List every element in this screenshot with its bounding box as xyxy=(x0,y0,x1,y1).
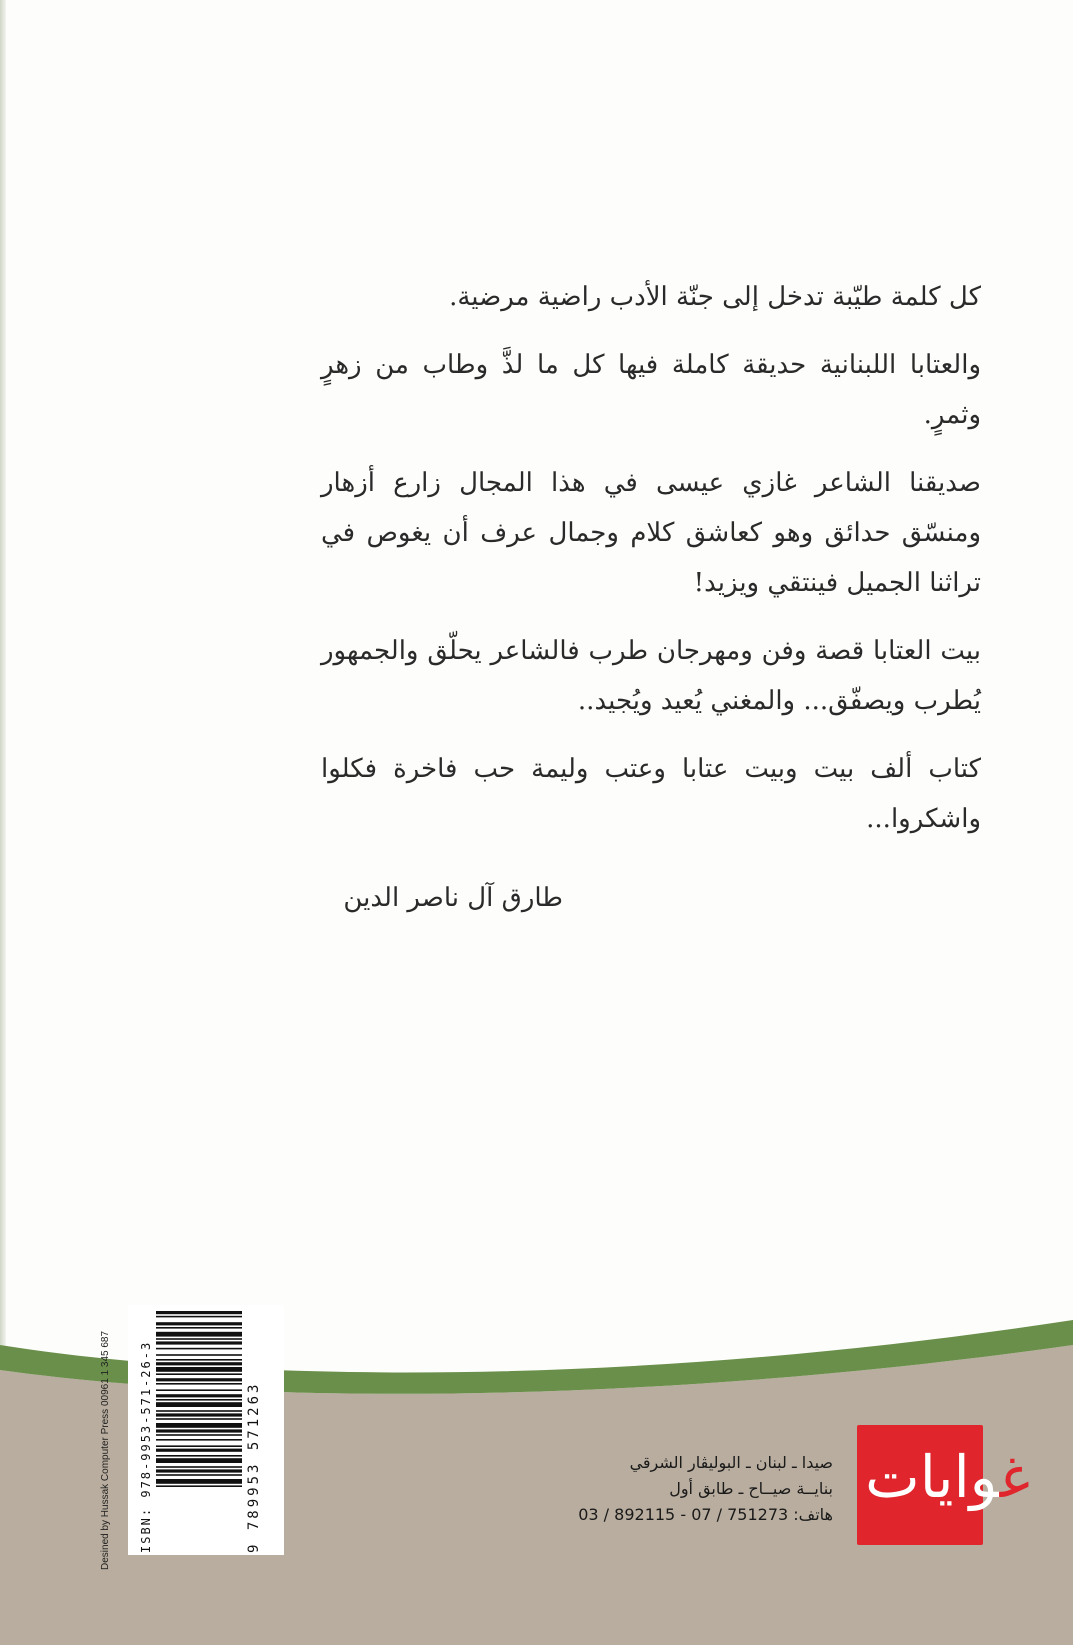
barcode-bar xyxy=(156,1399,242,1401)
barcode-bar xyxy=(156,1394,242,1397)
barcode-bar xyxy=(156,1423,242,1428)
barcode-bar xyxy=(156,1474,242,1476)
barcode-bar xyxy=(156,1373,242,1375)
barcode-bar xyxy=(156,1311,242,1314)
address-line-1: صيدا ـ لبنان ـ البوليڤار الشرقي xyxy=(629,1453,833,1472)
barcode-bar xyxy=(156,1354,242,1356)
barcode-bar xyxy=(156,1439,242,1441)
barcode-bar xyxy=(156,1332,242,1337)
barcode-bar xyxy=(156,1327,242,1329)
blurb-paragraph-1: كل كلمة طيّبة تدخل إلى جنّة الأدب راضية مرضية. xyxy=(449,282,981,312)
barcode-bar xyxy=(156,1469,242,1472)
barcode-bar xyxy=(156,1410,242,1412)
publisher-address xyxy=(578,1450,833,1528)
barcode-bar xyxy=(156,1429,242,1432)
publisher-phone: هاتف: 751273 / 07 - 892115 / 03 xyxy=(578,1505,833,1524)
isbn-label: ISBN: 978-9953-571-26-3 xyxy=(139,1340,153,1553)
barcode-bar xyxy=(156,1418,242,1420)
barcode-bar xyxy=(156,1378,242,1381)
publisher-logo-text xyxy=(850,1442,1030,1512)
blurb-paragraph-3: صديقنا الشاعر غازي عيسى في هذا المجال زارع أزهار ومنسّق حدائق وهو كعاشق كلام وجمال عرف أن يغوص في تراثنا الجميل فينتقي ويزيد! xyxy=(321,468,981,598)
logo-ghain: غ xyxy=(999,1443,1030,1511)
barcode-bar xyxy=(156,1383,242,1385)
barcode-bar xyxy=(156,1402,242,1407)
designer-credit: Desined by Hussak Computer Press 00961 1 345 687 xyxy=(100,1330,111,1570)
barcode-bar xyxy=(156,1316,242,1318)
barcode-bar xyxy=(156,1389,242,1391)
barcode-bar xyxy=(156,1485,242,1487)
barcode-bar xyxy=(156,1362,242,1365)
barcode-bar xyxy=(156,1449,242,1452)
barcode-bar xyxy=(156,1466,242,1468)
blurb-paragraph-5: كتاب ألف بيت وبيت عتابا وعتب وليمة حب فاخرة فكلوا واشكروا... xyxy=(321,754,981,834)
barcode-bar xyxy=(156,1455,242,1457)
barcode-bar xyxy=(156,1341,242,1344)
blurb-paragraph-2: والعتابا اللبنانية حديقة كاملة فيها كل ما لذَّ وطاب من زهرٍ وثمرٍ. xyxy=(321,350,981,430)
barcode-bar xyxy=(156,1479,242,1484)
barcode-digits: 9 789953 571263 xyxy=(246,1381,262,1553)
barcode-bar xyxy=(156,1458,242,1463)
signature: طارق آل ناصر الدين xyxy=(343,883,563,913)
barcode-bar xyxy=(156,1322,242,1325)
barcode-bar xyxy=(156,1445,242,1447)
barcode-bar xyxy=(156,1434,242,1436)
blurb-paragraph-4: بيت العتابا قصة وفن ومهرجان طرب فالشاعر يحلّق والجمهور يُطرب ويصفّق... والمغني يُعيد ويُجيد.. xyxy=(321,636,981,716)
logo-rest: وايات xyxy=(865,1443,1000,1511)
barcode-bar xyxy=(156,1359,242,1361)
barcode-bar xyxy=(156,1338,242,1340)
barcode-bar xyxy=(156,1348,242,1350)
barcode-bar xyxy=(156,1367,242,1372)
barcode-bar xyxy=(156,1413,242,1416)
address-line-2: بنايــة صيــاح ـ طابق أول xyxy=(669,1479,833,1498)
